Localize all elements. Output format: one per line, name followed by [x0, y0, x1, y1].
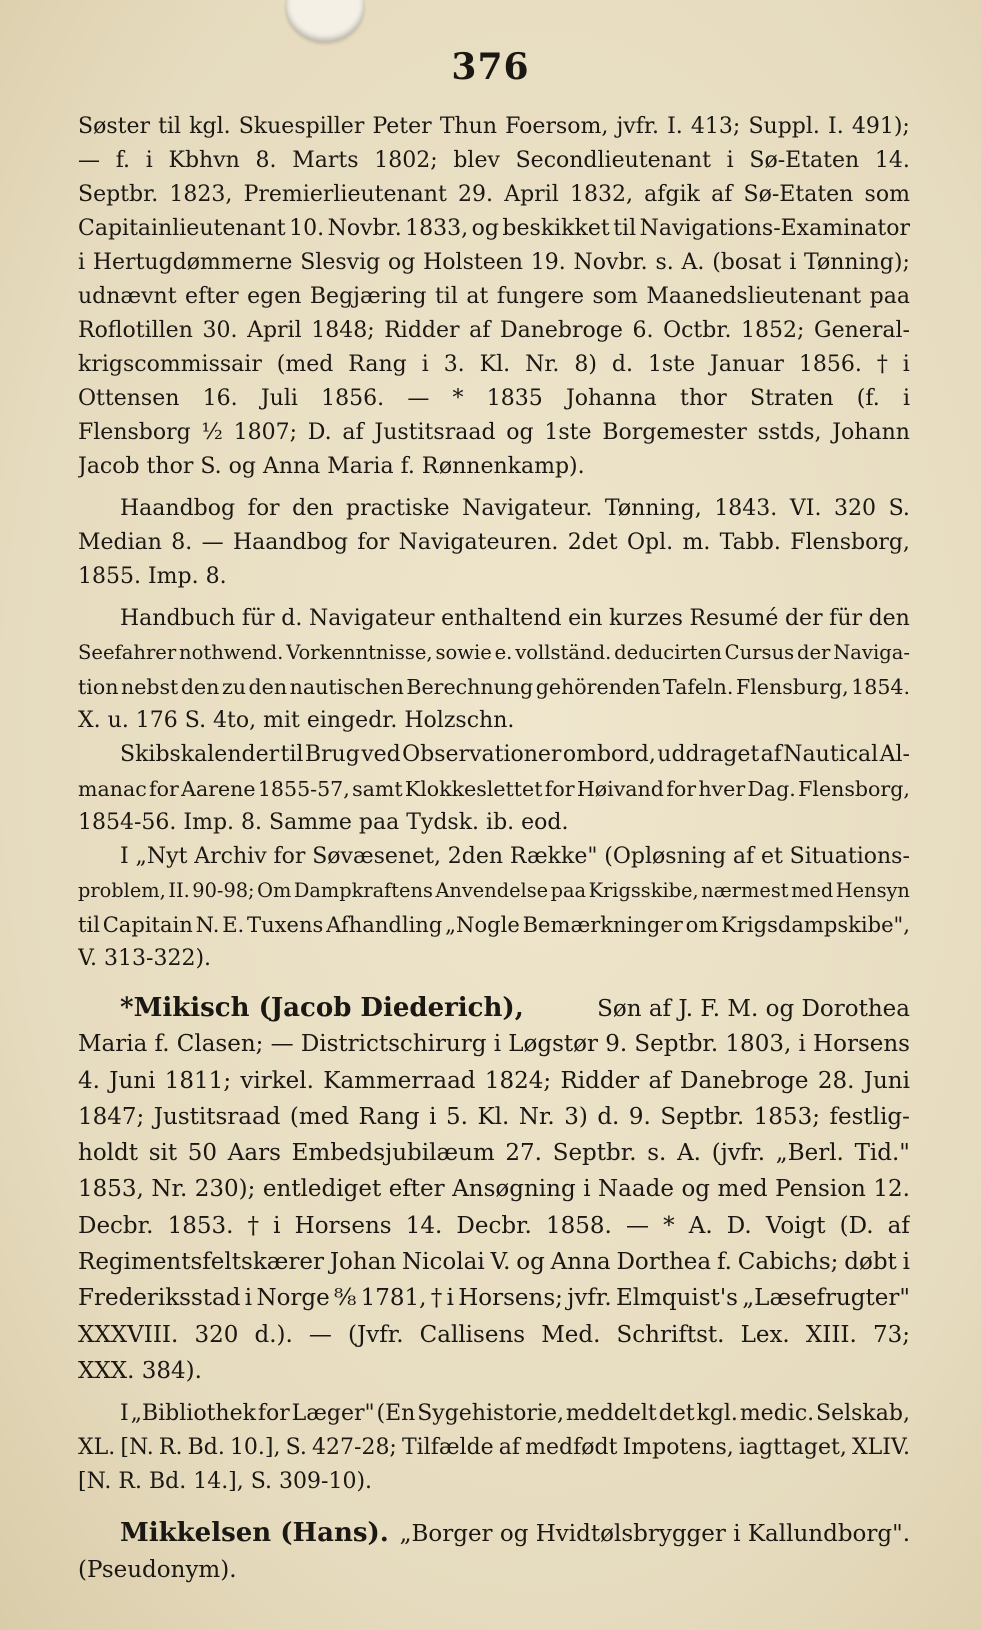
entry-headword: Mikkelsen (Hans).: [120, 1518, 389, 1549]
text-line: Decbr. 1853. † i Horsens 14. Decbr. 1858. — * A. D. Voigt (D. af: [78, 1212, 910, 1239]
text-line: Capitainlieutenant 10. Novbr. 1833, og beskikket til Navigations-Examinator: [78, 216, 910, 241]
text-line: XXXVIII. 320 d.). — (Jvfr. Callisens Med. Schriftst. Lex. XIII. 73;: [78, 1321, 910, 1348]
text-line: 4. Juni 1811; virkel. Kammerraad 1824; Ridder af Danebroge 28. Juni: [78, 1067, 910, 1094]
text-line: Frederiksstad i Norge ⁸⁄₈ 1781, † i Horsens; jvfr. Elmquist's „Læsefrugter": [78, 1285, 910, 1312]
text-line: [N. R. Bd. 14.], S. 309-10).: [78, 1469, 373, 1495]
text-line: udnævnt efter egen Begjæring til at fungere som Maanedslieutenant paa: [78, 284, 910, 309]
text-line: (Pseudonym).: [78, 1556, 237, 1583]
text-line: Søn af J. F. M. og Dorothea: [597, 996, 910, 1022]
page-text: [78, 110, 910, 1588]
text-line: Flensborg ½ 1807; D. af Justitsraad og 1ste Borgemester sstds, Johann: [78, 420, 910, 445]
text-line: manac for Aarene 1855-57, samt Klokkeslettet for Høivand for hver Dag. Flensborg,: [78, 777, 910, 801]
text-line: problem, II. 90-98; Om Dampkraftens Anvendelse paa Krigsskibe, nærmest med Hensyn: [78, 879, 910, 902]
text-line: 1853, Nr. 230); entlediget efter Ansøgning i Naade og med Pension 12.: [78, 1176, 910, 1203]
text-line: Roflotillen 30. April 1848; Ridder af Danebroge 6. Octbr. 1852; General-: [78, 318, 910, 343]
text-line: Søster til kgl. Skuespiller Peter Thun Foersom, jvfr. I. 413; Suppl. I. 491);: [78, 114, 910, 139]
text-line: XXX. 384).: [78, 1357, 202, 1384]
text-line: X. u. 176 S. 4to, mit eingedr. Holzschn.: [78, 708, 515, 733]
text-line: V. 313-322).: [78, 946, 212, 971]
text-line: Maria f. Clasen; — Districtschirurg i Løgstør 9. Septbr. 1803, i Horsens: [78, 1031, 910, 1058]
text-line: holdt sit 50 Aars Embedsjubilæum 27. Septbr. s. A. (jvfr. „Berl. Tid.": [78, 1140, 910, 1167]
text-line: Skibskalender til Brug ved Observationer ombord, uddraget af Nautical Al-: [120, 742, 910, 767]
text-line: Septbr. 1823, Premierlieutenant 29. April 1832, afgik af Sø-Etaten som: [78, 182, 910, 207]
text-line: i Hertugdømmerne Slesvig og Holsteen 19. Novbr. s. A. (bosat i Tønning);: [78, 250, 910, 275]
text-line: krigscommissair (med Rang i 3. Kl. Nr. 8) d. 1ste Januar 1856. † i: [78, 352, 910, 377]
entry-first-line: [78, 990, 910, 1026]
text-line: Handbuch für d. Navigateur enthaltend ein kurzes Resumé der für den: [120, 606, 910, 631]
page-punch-hole: [286, 0, 364, 42]
entry-first-line: [78, 1515, 910, 1551]
text-line: 1855. Imp. 8.: [78, 564, 227, 589]
text-line: Ottensen 16. Juli 1856. — * 1835 Johanna thor Straten (f. i: [78, 386, 910, 411]
text-line: Regimentsfeltskærer Johan Nicolai V. og Anna Dorthea f. Cabichs; døbt i: [78, 1249, 910, 1276]
text-line: Jacob thor S. og Anna Maria f. Rønnenkamp).: [78, 454, 585, 479]
text-line: 1854-56. Imp. 8. Samme paa Tydsk. ib. eod.: [78, 810, 569, 835]
text-line: Seefahrer nothwend. Vorkenntnisse, sowie e. vollständ. deducirten Cursus der Naviga-: [78, 641, 910, 664]
text-line: til Capitain N. E. Tuxens Afhandling „Nogle Bemærkninger om Krigsdampskibe",: [78, 912, 910, 937]
entry-headword: *Mikisch (Jacob Diederich),: [120, 993, 524, 1023]
text-line: I „Bibliothek for Læger" (En Sygehistorie, meddelt det kgl. medic. Selskab,: [120, 1401, 910, 1427]
page-number: 376: [451, 46, 530, 88]
text-line: I „Nyt Archiv for Søvæsenet, 2den Række" (Opløsning af et Situations-: [120, 844, 910, 869]
text-line: tion nebst den zu den nautischen Berechnung gehörenden Tafeln. Flensburg, 1854.: [78, 675, 910, 699]
text-line: Haandbog for den practiske Navigateur. Tønning, 1843. VI. 320 S.: [120, 496, 910, 521]
text-line: 1847; Justitsraad (med Rang i 5. Kl. Nr. 3) d. 9. Septbr. 1853; festlig-: [78, 1103, 910, 1130]
text-line: „Borger og Hvidtølsbrygger i Kallundborg".: [399, 1521, 910, 1548]
text-line: XL. [N. R. Bd. 10.], S. 427-28; Tilfælde af medfødt Impotens, iagttaget, XLIV.: [78, 1435, 910, 1461]
text-line: Median 8. — Haandbog for Navigateuren. 2det Opl. m. Tabb. Flensborg,: [78, 530, 910, 555]
text-line: — f. i Kbhvn 8. Marts 1802; blev Secondlieutenant i Sø-Etaten 14.: [78, 148, 910, 173]
